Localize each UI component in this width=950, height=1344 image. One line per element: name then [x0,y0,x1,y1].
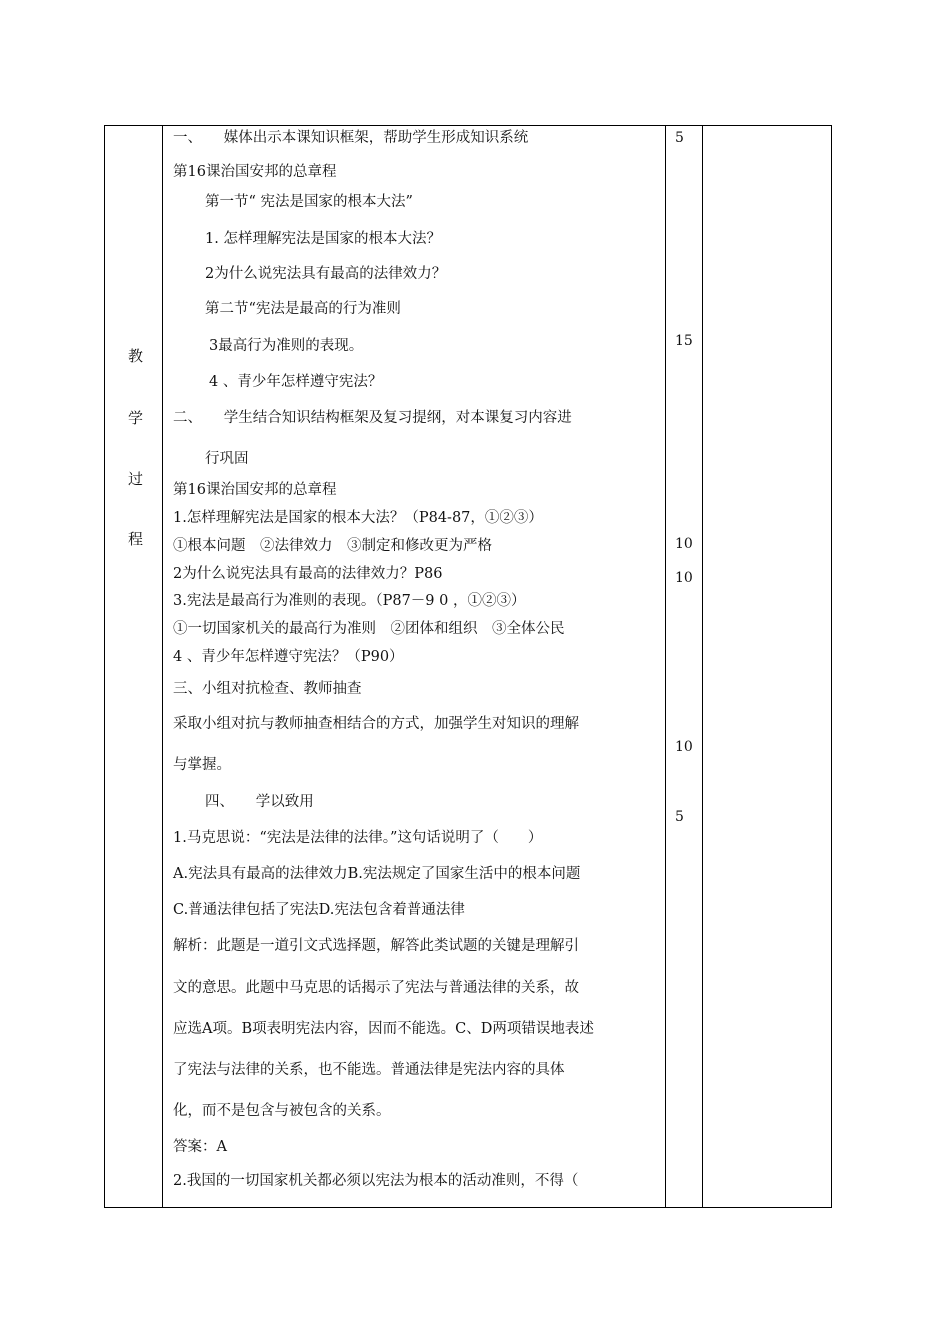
content-line: 第16课治国安邦的总章程 [173,164,337,180]
content-line: 采取小组对抗与教师抽查相结合的方式，加强学生对知识的理解 [173,716,579,732]
content-line: 1.马克思说：“宪法是法律的法律。”这句话说明了（ ） [173,830,543,846]
content-line: 1. 怎样理解宪法是国家的根本大法？ [205,231,441,247]
content-line: C.普通法律包括了宪法D.宪法包含着普通法律 [173,902,465,918]
content-line: 行巩固 [205,451,249,467]
content-line: A.宪法具有最高的法律效力B.宪法规定了国家生活中的根本问题 [173,866,581,882]
column-divider [665,126,666,1207]
content-line: 2为什么说宪法具有最高的法律效力？ [205,266,447,282]
time-value: 5 [675,130,684,146]
content-line: 4 、青少年怎样遵守宪法？ [209,374,383,390]
column-divider [162,126,163,1207]
content-line: 答案：A [173,1139,227,1155]
time-value: 10 [675,536,693,552]
time-value: 15 [675,333,693,349]
content-line: 4 、青少年怎样遵守宪法？（P90） [173,649,404,665]
column-divider [702,126,703,1207]
label-char: 教 [128,347,144,365]
content-line: 应选A项。B项表明宪法内容，因而不能选。C、D两项错误地表述 [173,1021,594,1037]
content-line: 四、 学以致用 [205,794,314,810]
content-line: 解析：此题是一道引文式选择题，解答此类试题的关键是理解引 [173,938,579,954]
lesson-table [104,125,832,1208]
content-line: 2.我国的一切国家机关都必须以宪法为根本的活动准则，不得（ [173,1173,579,1189]
content-line: 1.怎样理解宪法是国家的根本大法？（P84-87，①②③） [173,510,543,526]
content-line: 第二节“宪法是最高的行为准则 [205,301,401,317]
content-line: 3.宪法是最高行为准则的表现。（P87－9 0 ，①②③） [173,593,526,609]
label-char: 过 [128,470,144,488]
content-line: ①根本问题 ②法律效力 ③制定和修改更为严格 [173,538,492,554]
time-value: 5 [675,809,684,825]
content-line: 化，而不是包含与被包含的关系。 [173,1103,391,1119]
content-line: 文的意思。此题中马克思的话揭示了宪法与普通法律的关系，故 [173,980,579,996]
content-line: 2为什么说宪法具有最高的法律效力？P86 [173,566,443,582]
time-value: 10 [675,570,693,586]
content-line: 二、 学生结合知识结构框架及复习提纲，对本课复习内容进 [173,410,572,426]
content-line: 第一节“ 宪法是国家的根本大法” [205,194,413,210]
content-line: 3最高行为准则的表现。 [209,338,364,354]
content-line: 了宪法与法律的关系，也不能选。普通法律是宪法内容的具体 [173,1062,565,1078]
label-char: 程 [128,530,144,548]
content-line: ①一切国家机关的最高行为准则 ②团体和组织 ③全体公民 [173,621,565,637]
content-line: 第16课治国安邦的总章程 [173,482,337,498]
label-char: 学 [128,409,144,427]
time-value: 10 [675,739,693,755]
content-line: 三、小组对抗检查、教师抽查 [173,681,362,697]
content-line: 与掌握。 [173,757,231,773]
content-line: 一、 媒体出示本课知识框架，帮助学生形成知识系统 [173,130,529,146]
